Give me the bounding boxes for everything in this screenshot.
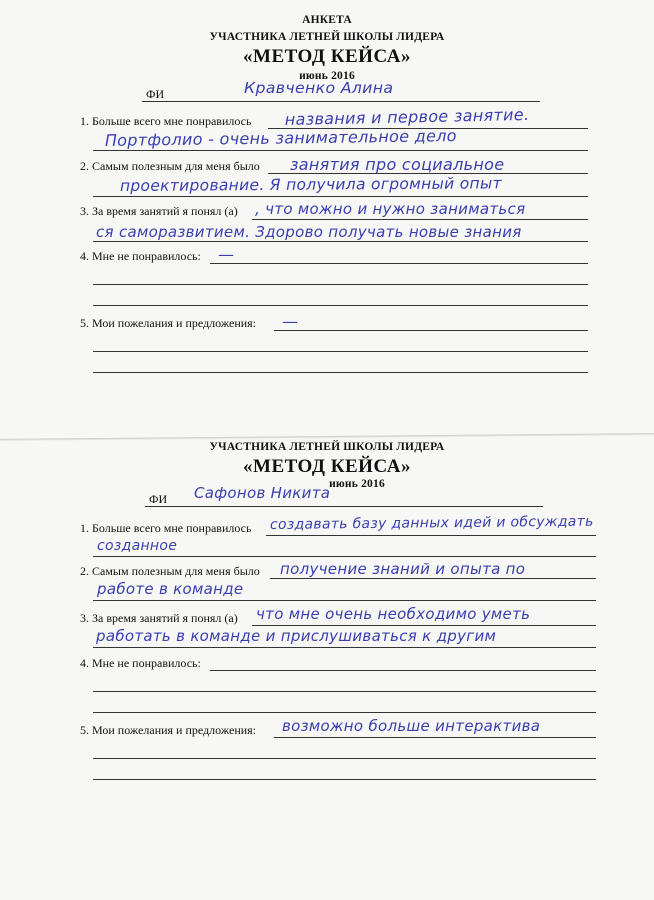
form2-q4-line3 [93, 712, 596, 713]
form1-q3-answer1: , что можно и нужно заниматься [255, 200, 526, 218]
form2-name-label: ФИ [149, 492, 168, 506]
form2-name-line [145, 506, 543, 507]
form2-event: «МЕТОД КЕЙСА» [243, 456, 411, 477]
form1-q5-line3 [93, 372, 588, 373]
form1-q4-line1 [210, 263, 588, 264]
form1-q1-answer2: Портфолио - очень занимательное дело [104, 126, 457, 150]
form2-q3-answer1: что мне очень необходимо уметь [256, 605, 531, 623]
form1-date: июнь 2016 [299, 70, 355, 82]
page-fold [0, 433, 654, 441]
form2-q4-line2 [93, 691, 596, 692]
form1-q1-line2 [93, 150, 588, 151]
form1-q4-answer1: — [218, 245, 235, 264]
form2-q1-label: 1. Больше всего мне понравилось [80, 521, 252, 535]
form2-date: июнь 2016 [329, 478, 385, 490]
form1-q4-label: 4. Мне не понравилось: [80, 249, 201, 263]
form2-q1-answer2: созданное [97, 538, 178, 554]
form2-q2-label: 2. Самым полезным для меня было [80, 564, 260, 578]
form1-q4-line3 [93, 305, 588, 306]
form1-q5-label: 5. Мои пожелания и предложения: [80, 316, 257, 330]
form1-event: «МЕТОД КЕЙСА» [243, 46, 411, 67]
form2-q5-line3 [93, 779, 596, 780]
form1-q1-label: 1. Больше всего мне понравилось [80, 114, 252, 128]
form2-q4-label: 4. Мне не понравилось: [80, 656, 201, 670]
form2-q5-line1 [274, 737, 596, 738]
form1-q4-line2 [93, 284, 588, 285]
form1-q1-answer1: названия и первое занятие. [284, 104, 530, 129]
form2-q3-line1 [252, 625, 596, 626]
form2-q5-answer1: возможно больше интерактива [282, 717, 541, 735]
form2-q1-line1 [266, 535, 596, 536]
form2-q1-line2 [93, 556, 596, 557]
form1-q2-answer1: занятия про социальное [290, 155, 505, 174]
form1-q3-label: 3. За время занятий я понял (а) [80, 204, 238, 218]
form2-q2-answer2: работе в команде [97, 580, 244, 598]
form1-subtitle: УЧАСТНИКА ЛЕТНЕЙ ШКОЛЫ ЛИДЕРА [209, 31, 445, 43]
form2-q5-line2 [93, 758, 596, 759]
form1-q3-answer2: ся саморазвитием. Здорово получать новые знания [96, 223, 522, 241]
form2-subtitle: УЧАСТНИКА ЛЕТНЕЙ ШКОЛЫ ЛИДЕРА [209, 441, 445, 453]
form2-q1-answer1: создавать базу данных идей и обсуждать [269, 513, 594, 533]
form1-title: АНКЕТА [302, 14, 352, 26]
form2-q5-label: 5. Мои пожелания и предложения: [80, 723, 257, 737]
form2-q2-line1 [270, 578, 596, 579]
form1-q3-line1 [252, 219, 588, 220]
form1-q5-line1 [274, 330, 588, 331]
form2-q4-line1 [210, 670, 596, 671]
form2-q2-line2 [93, 600, 596, 601]
form1-q5-answer1: — [282, 312, 299, 331]
form1-q2-label: 2. Самым полезным для меня было [80, 159, 260, 173]
form1-name-line [142, 101, 540, 102]
form1-name-label: ФИ [146, 87, 165, 101]
form2-name-value: Сафонов Никита [194, 484, 331, 502]
form2-q3-label: 3. За время занятий я понял (а) [80, 611, 238, 625]
form1-name-value: Кравченко Алина [244, 79, 394, 97]
form1-q2-line2 [93, 196, 588, 197]
form2-q3-line2 [93, 647, 596, 648]
form2-q2-answer1: получение знаний и опыта по [280, 560, 526, 578]
form1-q3-line2 [93, 241, 588, 242]
form1-q5-line2 [93, 351, 588, 352]
form2-q3-answer2: работать в команде и прислушиваться к другим [96, 627, 497, 645]
form1-q2-answer2: проектирование. Я получила огромный опыт [119, 174, 502, 195]
